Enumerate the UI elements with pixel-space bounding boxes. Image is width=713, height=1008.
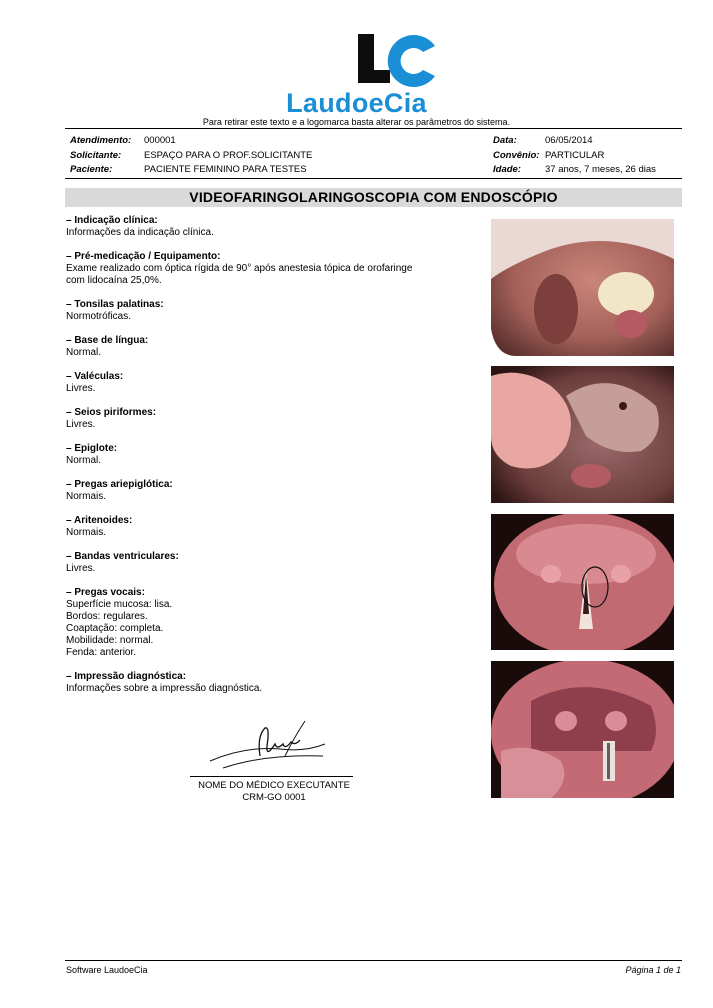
section-text: Bordos: regulares. bbox=[66, 611, 148, 622]
section-heading: – Tonsilas palatinas: bbox=[66, 299, 164, 310]
section-heading: – Indicação clínica: bbox=[66, 215, 158, 226]
endoscopy-photo-epiglottis bbox=[491, 366, 674, 503]
section-text: Normais. bbox=[66, 491, 107, 502]
section-heading: – Base de língua: bbox=[66, 335, 149, 346]
header-top-rule bbox=[65, 128, 682, 129]
section-heading: – Seios piriformes: bbox=[66, 407, 157, 418]
idade-value: 37 anos, 7 meses, 26 dias bbox=[545, 164, 656, 175]
endoscopy-photo-oropharynx bbox=[491, 219, 674, 356]
section-text: Fenda: anterior. bbox=[66, 647, 137, 658]
section-text: Normal. bbox=[66, 347, 102, 358]
footer-software: Software LaudoeCia bbox=[66, 965, 148, 975]
atendimento-value: 000001 bbox=[144, 135, 176, 146]
section-text: Normal. bbox=[66, 455, 102, 466]
section-text: com lidocaína 25,0%. bbox=[66, 275, 162, 286]
endoscopy-photo-vocal-folds bbox=[491, 661, 674, 798]
report-section bbox=[66, 407, 476, 431]
doctor-name: NOME DO MÉDICO EXECUTANTE bbox=[198, 780, 350, 791]
data-row bbox=[493, 135, 517, 147]
section-text: Mobilidade: normal. bbox=[66, 635, 154, 646]
report-section bbox=[66, 515, 476, 539]
section-heading: – Impressão diagnóstica: bbox=[66, 671, 187, 682]
idade-row bbox=[493, 164, 521, 176]
report-section bbox=[66, 335, 476, 359]
report-section bbox=[66, 671, 476, 695]
section-heading: – Pregas vocais: bbox=[66, 587, 145, 598]
report-section bbox=[66, 551, 476, 575]
doctor-crm: CRM-GO 0001 bbox=[242, 792, 306, 803]
section-text: Livres. bbox=[66, 419, 96, 430]
idade-label: Idade: bbox=[493, 164, 521, 175]
section-text: Exame realizado com óptica rígida de 90° após anestesia tópica de orofaringe bbox=[66, 263, 413, 274]
footer-rule bbox=[65, 960, 682, 961]
report-sections bbox=[66, 215, 476, 707]
data-value: 06/05/2014 bbox=[545, 135, 593, 146]
solicitante-row bbox=[70, 150, 121, 162]
report-section bbox=[66, 479, 476, 503]
convenio-label: Convênio: bbox=[493, 150, 540, 161]
section-heading: – Pregas ariepiglótica: bbox=[66, 479, 173, 490]
section-text: Normais. bbox=[66, 527, 107, 538]
signature-image bbox=[205, 716, 335, 780]
convenio-value: PARTICULAR bbox=[545, 150, 605, 161]
section-text: Livres. bbox=[66, 563, 96, 574]
section-text: Informações sobre a impressão diagnóstica. bbox=[66, 683, 263, 694]
section-text: Informações da indicação clínica. bbox=[66, 227, 214, 238]
section-text: Coaptação: completa. bbox=[66, 623, 164, 634]
solicitante-label: Solicitante: bbox=[70, 150, 122, 161]
section-heading: – Epiglote: bbox=[66, 443, 118, 454]
report-section bbox=[66, 371, 476, 395]
section-text: Livres. bbox=[66, 383, 96, 394]
report-section bbox=[66, 443, 476, 467]
brand-name: LaudoeCia bbox=[286, 88, 427, 118]
paciente-value: PACIENTE FEMININO PARA TESTES bbox=[144, 164, 307, 175]
report-section bbox=[66, 215, 476, 239]
atendimento-label: Atendimento: bbox=[70, 135, 132, 146]
section-heading: – Pré-medicação / Equipamento: bbox=[66, 251, 221, 262]
section-heading: – Bandas ventriculares: bbox=[66, 551, 179, 562]
report-title: VIDEOFARINGOLARINGOSCOPIA COM ENDOSCÓPIO bbox=[189, 189, 558, 205]
paciente-label: Paciente: bbox=[70, 164, 113, 175]
section-text: Normotróficas. bbox=[66, 311, 132, 322]
data-label: Data: bbox=[493, 135, 517, 146]
section-text: Superfície mucosa: lisa. bbox=[66, 599, 173, 610]
convenio-row bbox=[493, 150, 539, 162]
footer-page-number: Página 1 de 1 bbox=[625, 965, 681, 975]
report-section bbox=[66, 251, 476, 287]
report-section bbox=[66, 587, 476, 659]
report-section bbox=[66, 299, 476, 323]
solicitante-value: ESPAÇO PARA O PROF.SOLICITANTE bbox=[144, 150, 313, 161]
atendimento-row bbox=[70, 135, 131, 147]
section-heading: – Valéculas: bbox=[66, 371, 124, 382]
logo-note: Para retirar este texto e a logomarca basta alterar os parâmetros do sistema. bbox=[202, 117, 511, 127]
signature-line bbox=[190, 776, 353, 777]
section-heading: – Aritenoides: bbox=[66, 515, 133, 526]
endoscopy-photo-larynx-marked bbox=[491, 514, 674, 650]
paciente-row bbox=[70, 164, 112, 176]
header-bottom-rule bbox=[65, 178, 682, 179]
